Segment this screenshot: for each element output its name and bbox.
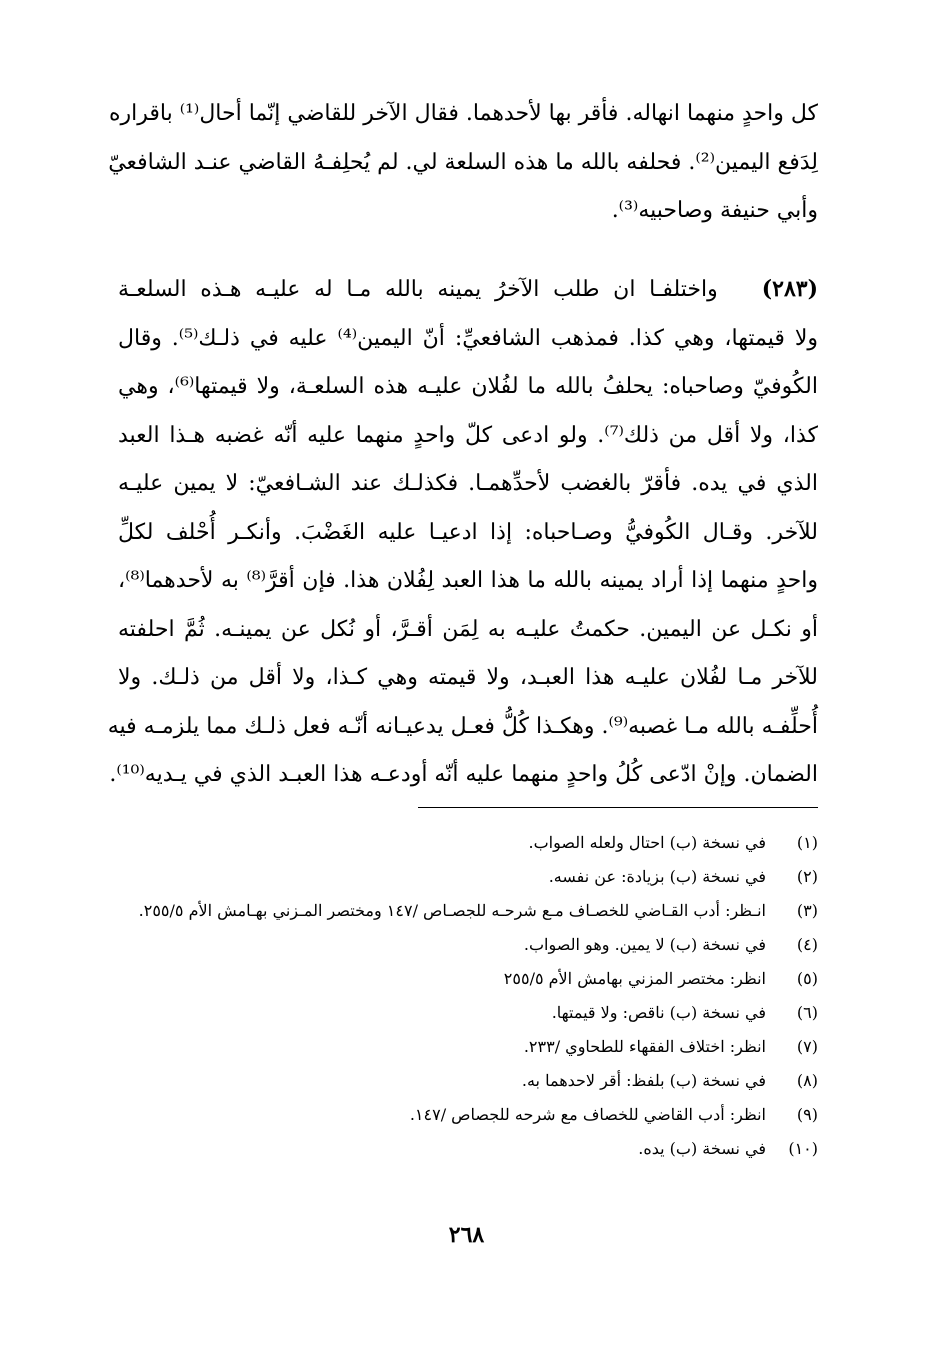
paragraph-1-line: وأبي حنيفة وصاحبيه⁽³⁾. (611, 198, 818, 223)
footnotes (118, 826, 818, 1166)
paragraph-1-line: لِدَفع اليمين⁽²⁾. فحلفه بالله ما هذه السلعة لي. لم يُحلِفـهُ القاضي عنـد الشافعيّ (108, 149, 818, 175)
footnote-text: انظر: أدب القاضي للخصاف مع شرحه للجصاص /١٤٧. (409, 1105, 766, 1124)
footnote-number: (١٠) (788, 1139, 818, 1158)
footnote (118, 962, 818, 996)
paragraph-2-line: للآخر مـا لفُلان عليـه هذا العبـد، ولا قيمته وهي كـذا، ولا أقل من ذلـك. ولا (118, 665, 818, 690)
footnote (118, 1098, 818, 1132)
footnote-number: (٨) (796, 1071, 818, 1090)
footnote (118, 996, 818, 1030)
footnote-text: في نسخة (ب) احتال ولعله الصواب. (528, 833, 766, 852)
paragraph-2-line: الضمان. وإنْ ادّعى كُلُ واحدٍ منهما عليه أنّه أودعـه هذا العبـد الذي في يـديه⁽¹⁰⁾. (109, 762, 818, 787)
footnote-separator (418, 807, 818, 808)
footnote-text: في نسخة (ب) يده. (638, 1139, 766, 1158)
footnote-text: انظر: مختصر المزني بهامش الأم ٢٥٥/٥ (503, 969, 766, 988)
footnote-text: في نسخة (ب) لا يمين. وهو الصواب. (523, 935, 766, 954)
footnote (118, 1132, 818, 1166)
footnote-number: (١) (796, 833, 818, 852)
paragraph-2-line: أو نكـل عن اليمين. حكمتُ عليـه به لِمَن أقـرَّ، أو نُكل عن يمينـه. ثُمَّ احلفته (118, 616, 818, 642)
paragraph-2-line: واختلفـا ان طلب الآخرُ يمينه بالله مـا له عليـه هـذه السلعـة (118, 277, 718, 302)
footnote (118, 894, 818, 928)
footnote-text: انـظر: أدب القـاضي للخصـاف مـع شرحـه للجصـاص /١٤٧ ومختصر المـزني بهـامش الأم ٢٥٥/٥. (138, 901, 766, 920)
paragraph-2-line: كذا، ولا أقل من ذلك⁽⁷⁾. ولو ادعى كلّ واحدٍ منهما عليه أنّه غضبه هـذا العبد (118, 422, 818, 448)
footnote-number: (٦) (796, 1003, 818, 1022)
footnote-text: انظر: اختلاف الفقهاء للطحاوي /٢٣٣. (523, 1037, 766, 1056)
footnote (118, 1030, 818, 1064)
footnote-text: في نسخة (ب) بلفظ: أقر لاحدهما به. (521, 1071, 766, 1090)
footnote-number: (٧) (796, 1037, 818, 1056)
footnote-number: (٢) (796, 867, 818, 886)
page-number: ٢٦٨ (448, 1222, 485, 1248)
footnote-number: (٣) (796, 901, 818, 920)
paragraph-2 (107, 265, 819, 800)
paragraph-number: (٢٨٣) (761, 276, 819, 302)
paragraph-2-line: الذي في يده. فأقرّ بالغضب لأحدِّهمـا. فكذلـك عند الشـافعيّ: لا يمين عليـه (118, 471, 818, 496)
paragraph-2-line: ولا قيمتها، وهي كذا. فمذهب الشافعيِّ: أنّ اليمين⁽⁴⁾ عليه في ذلـك⁽⁵⁾. وقال (118, 325, 818, 351)
paragraph-1-line: كل واحدٍ منهما انهاله. فأقر بها لأحدهما. فقال الآخر للقاضي إنّما أحال⁽¹⁾ باقراره (108, 101, 818, 126)
footnote-text: في نسخة (ب) ناقص: ولا قيمتها. (551, 1003, 766, 1022)
footnote-text: في نسخة (ب) بزيادة: عن نفسه. (548, 867, 766, 886)
paragraph-1 (108, 90, 818, 236)
footnote (118, 928, 818, 962)
paragraph-2-first-line (118, 265, 818, 315)
footnote-number: (٥) (796, 969, 818, 988)
footnote-number: (٩) (796, 1105, 818, 1124)
paragraph-2-line: الكُوفيّ وصاحباه: يحلفُ بالله ما لفُلان عليـه هذه السلعـة، ولا قيمتها⁽⁶⁾، وهي (118, 374, 819, 399)
footnote (118, 826, 818, 860)
footnote-number: (٤) (796, 935, 818, 954)
paragraph-2-line: للآخر. وقـال الكُوفيُّ وصـاحباه: إذا ادعيـا عليه الغَضْبَ. وأنكـر أُحْلف لكلِّ (118, 519, 818, 545)
footnote (118, 1064, 818, 1098)
paragraph-2-line: واحدٍ منهما إذا أراد يمينه بالله ما هذا العبد لِفُلان هذا. فإن أقرَّ⁽⁸⁾ به لأحدهما⁽⁸⁾، (118, 568, 818, 593)
paragraph-2-line: أُحلِّفـه بالله مـا غصبه⁽⁹⁾. وهكـذا كُلُّ فعـل يدعيـانه أنّـه فعل ذلـك مما يلزمـه فيه (107, 713, 818, 739)
footnote (118, 860, 818, 894)
